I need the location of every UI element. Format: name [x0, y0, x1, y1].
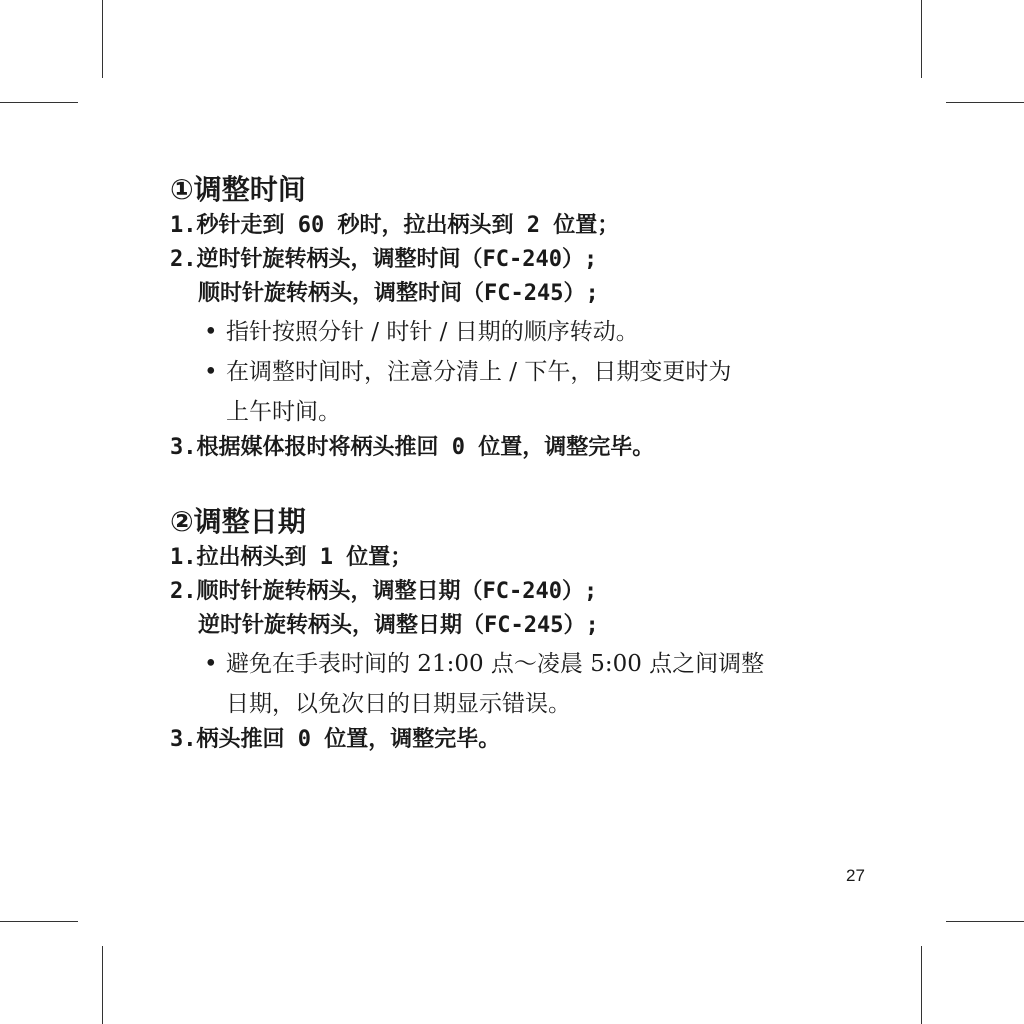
crop-mark-bottom-left-horizontal	[0, 921, 78, 922]
step-3: 3.根据媒体报时将柄头推回 0 位置，调整完毕。	[170, 435, 655, 460]
bullet: •	[204, 319, 218, 345]
step-3: 3.柄头推回 0 位置，调整完毕。	[170, 727, 501, 752]
note-am-pm	[170, 352, 870, 432]
crop-mark-top-right-vertical	[921, 0, 922, 78]
note-line: 上午时间。	[226, 399, 341, 425]
note-line: 指针按照分针 / 时针 / 日期的顺序转动。	[226, 319, 639, 345]
note-avoid-hours	[170, 644, 870, 724]
step-1: 1.秒针走到 60 秒时，拉出柄头到 2 位置；	[170, 213, 620, 238]
note-line: 在调整时间时，注意分清上 / 下午，日期变更时为	[226, 359, 732, 385]
note-hand-order	[170, 312, 870, 352]
page-number: 27	[846, 866, 865, 885]
step-1: 1.拉出柄头到 1 位置；	[170, 545, 413, 570]
step-2-fc240: 2.顺时针旋转柄头，调整日期（FC-240）;	[170, 579, 598, 604]
note-line: 避免在手表时间的 21:00 点～凌晨 5:00 点之间调整	[226, 651, 765, 677]
bullet: •	[204, 359, 218, 385]
crop-mark-bottom-right-horizontal	[946, 921, 1024, 922]
crop-mark-top-left-vertical	[102, 0, 103, 78]
section-spacer	[170, 466, 870, 502]
bullet: •	[204, 651, 218, 677]
section-adjust-time	[170, 170, 870, 466]
note-line: 日期，以免次日的日期显示错误。	[226, 691, 571, 717]
section-title-adjust-time: ①调整时间	[170, 173, 306, 206]
section-title-adjust-date: ②调整日期	[170, 505, 306, 538]
manual-page-content	[170, 168, 870, 758]
crop-mark-bottom-left-vertical	[102, 946, 103, 1024]
section-adjust-date	[170, 502, 870, 758]
crop-mark-top-left-horizontal	[0, 102, 78, 103]
step-2-fc245: 逆时针旋转柄头，调整日期（FC-245）;	[198, 613, 599, 638]
crop-mark-top-right-horizontal	[946, 102, 1024, 103]
step-2-fc245: 顺时针旋转柄头，调整时间（FC-245）;	[198, 281, 599, 306]
step-2-fc240: 2.逆时针旋转柄头，调整时间（FC-240）;	[170, 247, 598, 272]
crop-mark-bottom-right-vertical	[921, 946, 922, 1024]
